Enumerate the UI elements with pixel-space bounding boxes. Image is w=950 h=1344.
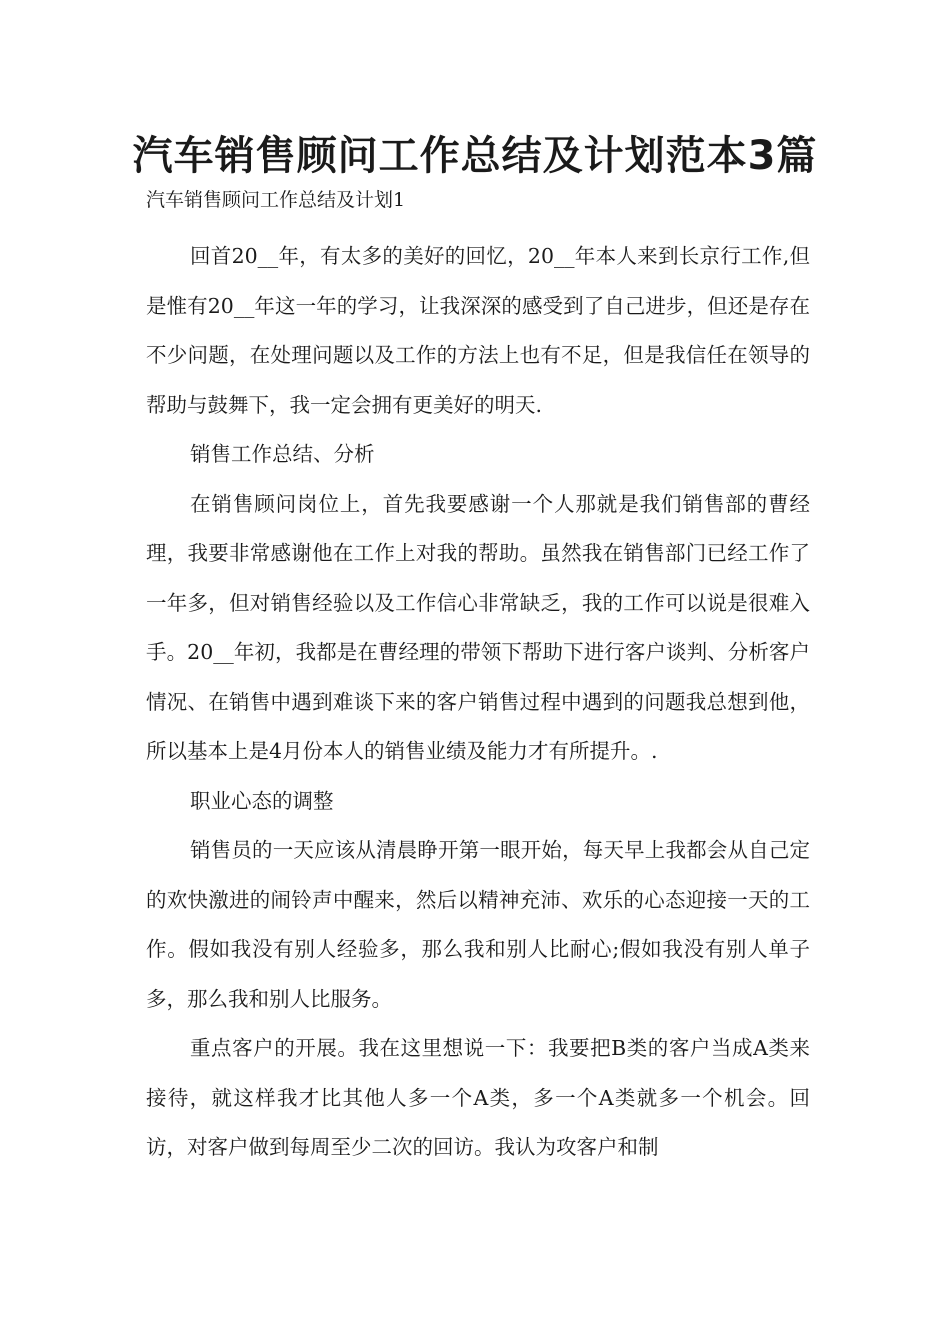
paragraph-intro: 回首20__年，有太多的美好的回忆，20__年本人来到长京行工作,但是惟有20__年这一年的学习，让我深深的感受到了自己进步，但还是存在不少问题，在处理问题以及工作的方法上也有不足，但是我信任在领导的帮助与鼓舞下，我一定会拥有更美好的明天. [146, 244, 810, 417]
document-subtitle: 汽车销售顾问工作总结及计划1 [146, 189, 406, 211]
document-body [146, 232, 810, 1173]
paragraph-sales-summary: 在销售顾问岗位上，首先我要感谢一个人那就是我们销售部的曹经理，我要非常感谢他在工作上对我的帮助。虽然我在销售部门已经工作了一年多，但对销售经验以及工作信心非常缺乏，我的工作可以说是很难入手。20__年初，我都是在曹经理的带领下帮助下进行客户谈判、分析客户情况、在销售中遇到难谈下来的客户销售过程中遇到的问题我总想到他，所以基本上是4月份本人的销售业绩及能力才有所提升。. [146, 491, 810, 763]
paragraph-key-clients: 重点客户的开展。我在这里想说一下：我要把B类的客户当成A类来接待，就这样我才比其他人多一个A类，多一个A类就多一个机会。回访，对客户做到每周至少二次的回访。我认为攻客户和制 [146, 1036, 810, 1159]
section-heading-sales-summary: 销售工作总结、分析 [190, 442, 375, 466]
paragraph-mindset: 销售员的一天应该从清晨睁开第一眼开始，每天早上我都会从自己定的欢快激进的闹铃声中醒来，然后以精神充沛、欢乐的心态迎接一天的工作。假如我没有别人经验多，那么我和别人比耐心;假如我没有别人单子多，那么我和别人比服务。 [146, 838, 810, 1011]
document-title: 汽车销售顾问工作总结及计划范本3篇 [132, 133, 818, 179]
section-heading-mindset: 职业心态的调整 [190, 788, 334, 813]
